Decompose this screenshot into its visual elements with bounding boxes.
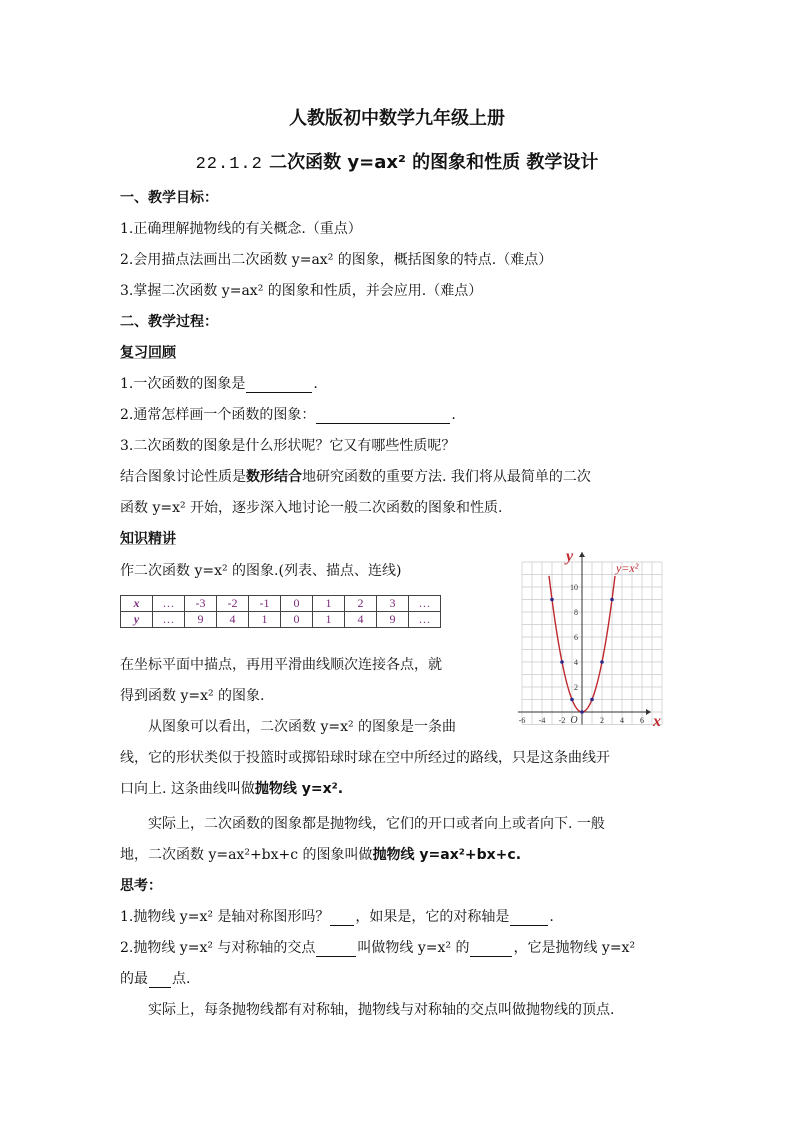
table-cell: 4 <box>345 612 377 628</box>
emphasis-text: 抛物线 y=x². <box>254 781 344 797</box>
knowledge-heading: 知识精讲 <box>120 531 176 547</box>
data-point <box>550 598 554 602</box>
knowledge-line-4: 从图象可以看出，二次函数 y=x² 的图象是一条曲 <box>148 719 457 735</box>
x-tick-label: -2 <box>558 716 566 725</box>
table-cell: 0 <box>281 596 313 612</box>
review-question-1 <box>120 373 318 393</box>
table-cell: 1 <box>313 612 345 628</box>
table-cell: -3 <box>185 596 217 612</box>
table-cell: 2 <box>345 596 377 612</box>
x-tick-label: 2 <box>600 716 604 725</box>
knowledge-line-6 <box>120 778 343 798</box>
x-axis-arrow <box>646 709 651 715</box>
data-point <box>600 660 604 664</box>
q2-text: 2.通常怎样画一个函数的图象： <box>120 407 316 423</box>
table-cell: … <box>153 612 185 628</box>
answer-blank <box>246 378 312 393</box>
x-tick-label: 6 <box>640 716 644 725</box>
answer-blank <box>149 973 171 988</box>
q1-end: . <box>313 376 318 392</box>
lesson-number: 22.1.2 <box>195 155 263 174</box>
answer-blank <box>316 409 450 424</box>
table-cell: 1 <box>249 612 281 628</box>
p1-text-end: 地研究函数的重要方法. 我们将从最简单的二次 <box>302 469 591 485</box>
table-cell: 4 <box>217 612 249 628</box>
document-subtitle <box>0 148 794 174</box>
table-cell: … <box>153 596 185 612</box>
t1-text: 1.抛物线 y=x² 是轴对称图形吗？ <box>120 909 330 925</box>
table-row-x <box>121 596 441 612</box>
x-axis-label: x <box>653 713 661 730</box>
value-table <box>120 595 441 628</box>
goals-heading: 一、教学目标： <box>120 190 218 206</box>
curve-label: y=x² <box>616 561 639 575</box>
table-header-x: x <box>121 596 153 612</box>
data-point <box>560 660 564 664</box>
document-title: 人教版初中数学九年级上册 <box>289 108 505 129</box>
t2-text-mid: 叫做物线 y=x² 的 <box>357 940 470 956</box>
answer-blank <box>316 942 356 957</box>
goal-3: 3.掌握二次函数 y=ax² 的图象和性质，并会应用.（难点） <box>120 283 483 299</box>
emphasis-text: 数形结合 <box>246 469 302 485</box>
table-cell: 3 <box>377 596 409 612</box>
think-conclusion: 实际上，每条抛物线都有对称轴，抛物线与对称轴的交点叫做抛物线的顶点. <box>148 1002 615 1018</box>
review-question-3: 3.二次函数的图象是什么形状呢？它又有哪些性质呢？ <box>120 438 456 454</box>
knowledge-line-1: 作二次函数 y=x² 的图象.(列表、描点、连线) <box>120 563 402 579</box>
emphasis-text: 抛物线 y=ax²+bx+c. <box>372 847 522 863</box>
table-cell: … <box>409 612 441 628</box>
data-point <box>590 698 594 702</box>
p1-text: 结合图象讨论性质是 <box>120 469 246 485</box>
data-point <box>610 598 614 602</box>
y-tick-label: 6 <box>574 633 578 642</box>
t1-text-mid: ，如果是，它的对称轴是 <box>355 909 510 925</box>
answer-blank <box>510 911 548 926</box>
x-tick-label: O <box>570 715 578 726</box>
t2-text: 2.抛物线 y=x² 与对称轴的交点 <box>120 940 316 956</box>
t3-text: 的最 <box>120 971 148 987</box>
table-cell: -2 <box>217 596 249 612</box>
table-header-y: y <box>121 612 153 628</box>
q1-text: 1.一次函数的图象是 <box>120 376 246 392</box>
table-cell: 9 <box>185 612 217 628</box>
table-cell: 0 <box>281 612 313 628</box>
y-tick-label: 10 <box>570 583 578 592</box>
x-tick-label: -6 <box>518 716 526 725</box>
knowledge-line-2: 在坐标平面中描点，再用平滑曲线顺次连接各点，就 <box>120 657 442 673</box>
q2-end: . <box>451 407 456 423</box>
t1-end: . <box>549 909 554 925</box>
knowledge-line-5: 线，它的形状类似于投篮时或掷铅球时球在空中所经过的路线，只是这条曲线开 <box>120 750 610 766</box>
goal-2: 2.会用描点法画出二次函数 y=ax² 的图象，概括图象的特点.（难点） <box>120 252 553 268</box>
table-row-y <box>121 612 441 628</box>
parabola-graph <box>510 547 670 740</box>
graph-axes <box>518 552 651 725</box>
answer-blank <box>330 911 354 926</box>
answer-blank <box>470 942 512 957</box>
lesson-title: 二次函数 y=ax² 的图象和性质 教学设计 <box>269 152 599 173</box>
l8-text: 地，二次函数 y=ax²+bx+c 的图象叫做 <box>120 847 373 863</box>
tick-labels <box>519 583 644 726</box>
knowledge-line-8 <box>120 844 521 864</box>
data-point <box>580 710 584 714</box>
y-tick-label: 4 <box>574 658 578 667</box>
knowledge-line-7: 实际上，二次函数的图象都是抛物线，它们的开口或者向上或者向下. 一般 <box>148 816 605 832</box>
table-cell: … <box>409 596 441 612</box>
think-question-2 <box>120 937 635 957</box>
l6-text: 口向上. 这条曲线叫做 <box>120 781 255 797</box>
table-cell: 1 <box>313 596 345 612</box>
table-cell: 9 <box>377 612 409 628</box>
think-heading: 思考： <box>120 878 162 894</box>
table-cell: -1 <box>249 596 281 612</box>
data-point <box>570 698 574 702</box>
review-question-2 <box>120 404 456 424</box>
x-tick-label: 4 <box>620 716 624 725</box>
process-heading: 二、教学过程： <box>120 314 218 330</box>
think-question-1 <box>120 906 554 926</box>
knowledge-line-3: 得到函数 y=x² 的图象. <box>120 688 265 704</box>
y-axis-arrow <box>579 552 585 557</box>
t2-text-end: ，它是抛物线 y=x² <box>513 940 636 956</box>
y-axis-label: y <box>566 547 574 565</box>
think-question-2-cont <box>120 968 190 988</box>
goal-1: 1.正确理解抛物线的有关概念.（重点） <box>120 221 362 237</box>
review-heading: 复习回顾 <box>120 345 176 361</box>
review-paragraph-2: 函数 y=x² 开始，逐步深入地讨论一般二次函数的图象和性质. <box>120 500 503 516</box>
t3-end: 点. <box>172 971 191 987</box>
x-tick-label: -4 <box>538 716 546 725</box>
y-tick-label: 2 <box>574 683 578 692</box>
review-paragraph-1 <box>120 466 591 486</box>
y-tick-label: 8 <box>574 608 578 617</box>
